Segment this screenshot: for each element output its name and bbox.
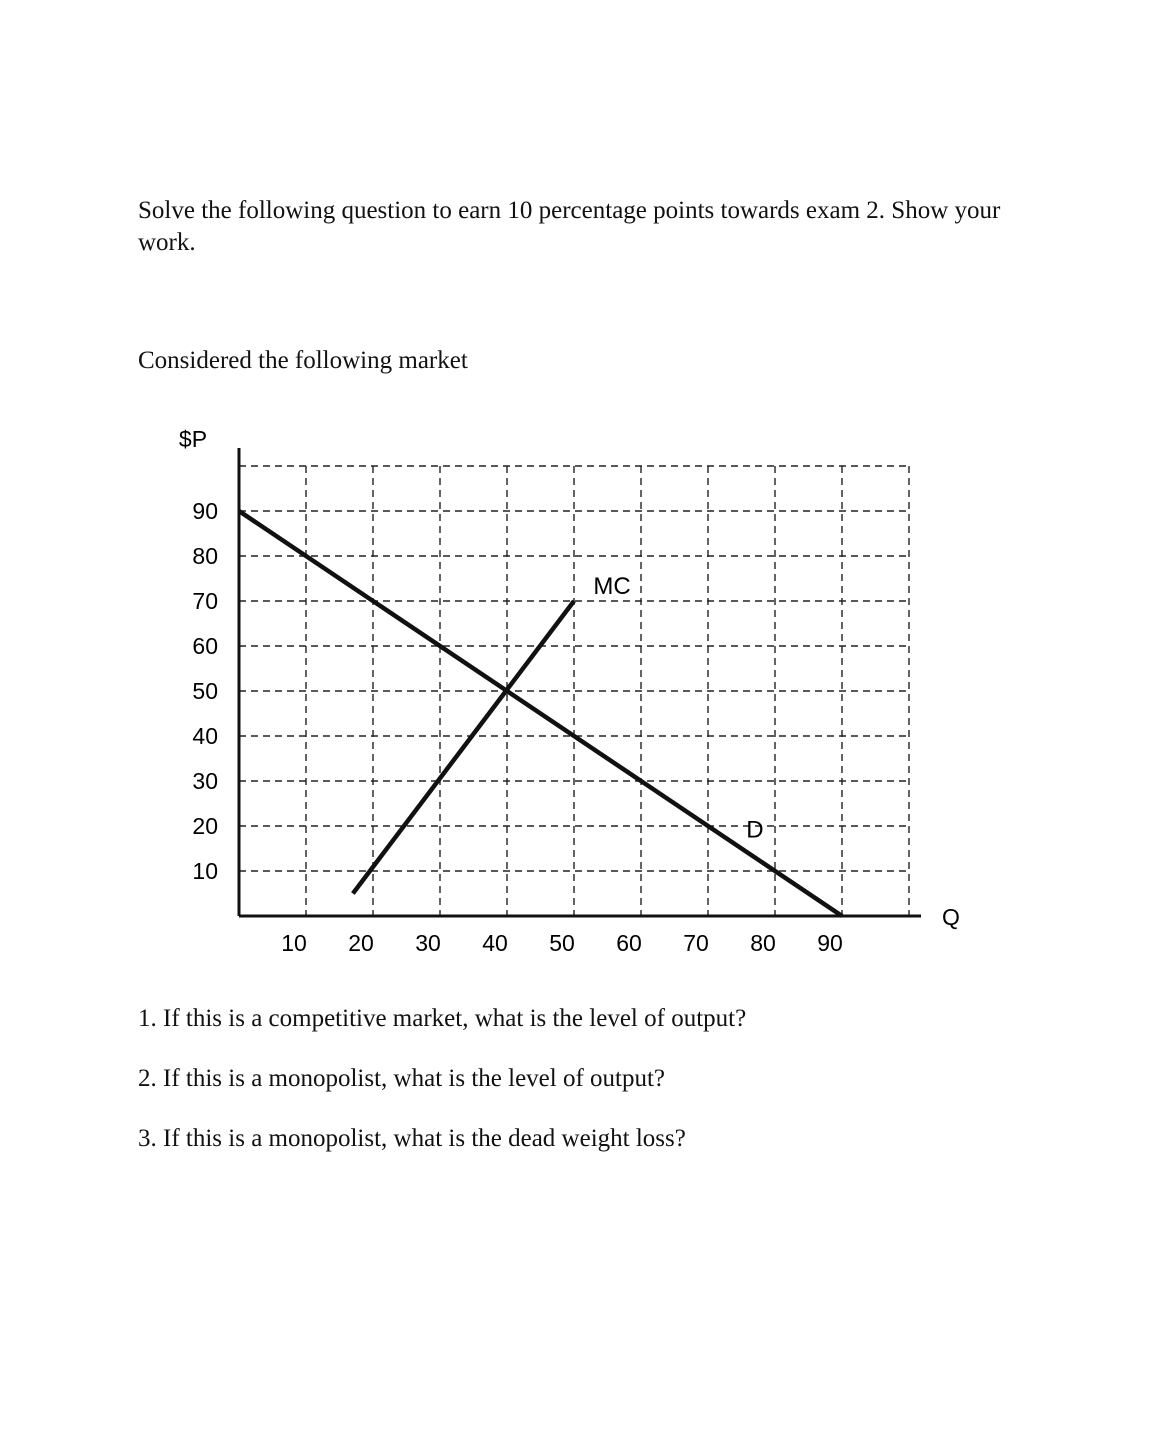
y-axis-label: $P <box>178 426 208 452</box>
lead-sentence: Considered the following market <box>138 347 468 374</box>
d-curve-label: D <box>746 816 764 844</box>
x-axis-label: Q <box>942 904 960 930</box>
chart-series <box>239 511 842 916</box>
x-tick-label: 40 <box>482 930 508 956</box>
x-tick-label: 10 <box>281 930 307 956</box>
x-tick-labels <box>281 930 843 956</box>
x-tick-label: 60 <box>616 930 642 956</box>
x-tick-label: 50 <box>549 930 575 956</box>
chart-grid <box>239 466 909 916</box>
x-tick-label: 80 <box>750 930 776 956</box>
x-tick-label: 20 <box>348 930 374 956</box>
chart-axes <box>179 426 960 930</box>
y-tick-label: 60 <box>192 633 218 659</box>
d-curve <box>239 511 842 916</box>
y-tick-label: 40 <box>192 723 218 749</box>
y-tick-label: 80 <box>192 543 218 569</box>
y-tick-label: 50 <box>192 678 218 704</box>
y-tick-label: 10 <box>192 858 218 884</box>
x-tick-label: 30 <box>415 930 441 956</box>
y-tick-label: 30 <box>192 768 218 794</box>
y-tick-label: 70 <box>192 588 218 614</box>
question-2: 2. If this is a monopolist, what is the level of output? <box>138 1065 666 1092</box>
question-3: 3. If this is a monopolist, what is the dead weight loss? <box>138 1125 686 1152</box>
y-tick-labels <box>192 498 218 884</box>
mc-curve <box>353 601 574 894</box>
y-tick-label: 20 <box>192 813 218 839</box>
x-tick-label: 90 <box>817 930 843 956</box>
y-tick-label: 90 <box>192 498 218 524</box>
x-tick-label: 70 <box>683 930 709 956</box>
question-1: 1. If this is a competitive market, what is the level of output? <box>138 1005 747 1032</box>
intro-paragraph: Solve the following question to earn 10 percentage points towards exam 2. Show your work. <box>138 197 1001 256</box>
mc-curve-label: MC <box>593 573 631 600</box>
